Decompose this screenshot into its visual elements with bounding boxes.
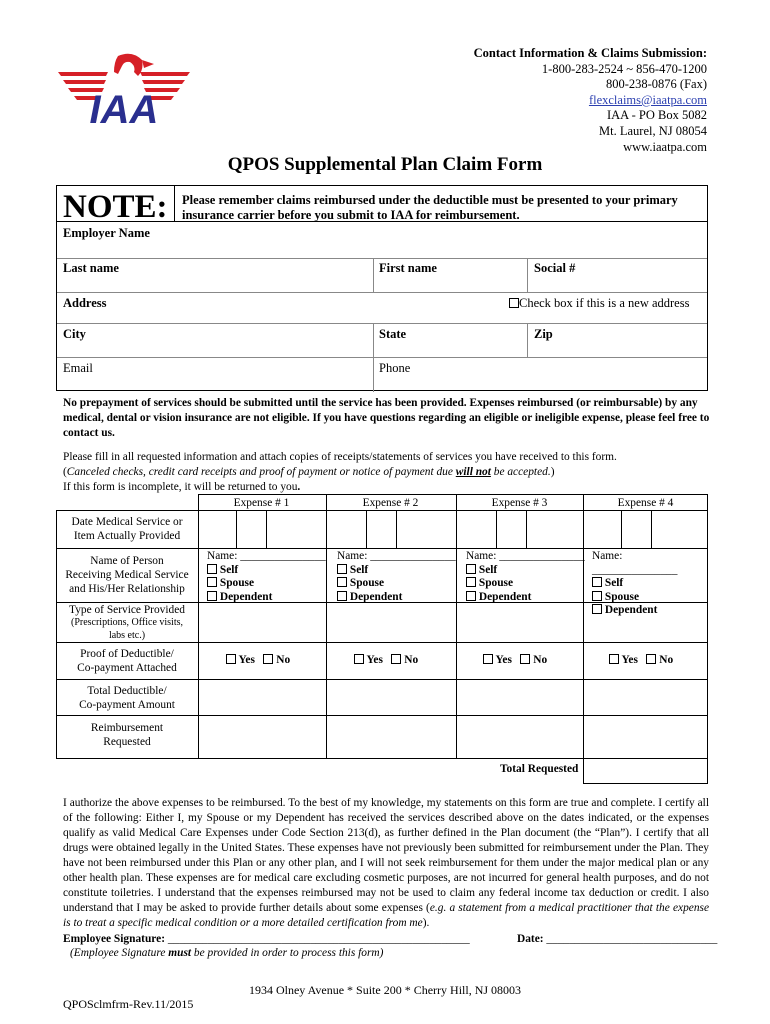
email-field[interactable]: Email — [63, 361, 93, 375]
eagle-wings-logo-icon — [58, 52, 190, 128]
employee-info-form — [56, 185, 708, 391]
phone-field[interactable]: Phone — [379, 361, 411, 375]
name-cell-expense-1: Name: _______________ Self Spouse Dependent — [207, 550, 326, 603]
name-cell-expense-4: Name: _______________ Self Spouse Dependent — [592, 550, 708, 618]
contact-phone: 1-800-283-2524 ~ 856-470-1200 — [541, 61, 707, 76]
column-header-expense-1: Expense # 1 — [233, 497, 290, 509]
divider — [57, 258, 707, 259]
new-address-checkbox[interactable] — [509, 298, 519, 308]
divider — [57, 323, 707, 324]
divider — [57, 221, 707, 222]
instructions-line-3: If this form is incomplete, it will be returned to you. — [63, 481, 301, 493]
proof-yes-no-4: Yes No — [609, 654, 673, 666]
signature-label: Employee Signature: — [63, 933, 168, 945]
note-label: NOTE: — [63, 189, 168, 225]
proof-yes-no-3: Yes No — [483, 654, 547, 666]
contact-block — [474, 46, 707, 155]
contact-po-box: IAA - PO Box 5082 — [606, 108, 707, 123]
contact-website: www.iaatpa.com — [623, 139, 707, 154]
yes-checkbox[interactable] — [483, 654, 493, 664]
yes-checkbox[interactable] — [226, 654, 236, 664]
footer-address: 1934 Olney Avenue * Suite 200 * Cherry Hill, NJ 08003 — [248, 983, 522, 997]
column-header-expense-4: Expense # 4 — [617, 497, 674, 509]
form-id: QPOSclmfrm-Rev.11/2015 — [63, 997, 194, 1011]
social-field[interactable]: Social # — [534, 261, 576, 275]
yes-checkbox[interactable] — [609, 654, 619, 664]
employee-signature — [63, 933, 470, 945]
note-text: Please remember claims reimbursed under the deductible must be presented to your primary insurance carrier before you submit to IAA for reimbursement. — [182, 193, 678, 222]
prepayment-notice: No prepayment of services should be submitted until the service has been provided. Expenses reimbursed (or reimbursable) by any medical, dental or vision insurance are not eligible. If you have questions regarding an eligible or ineligible expense, please feel free to contact us. — [63, 397, 710, 439]
spouse-checkbox[interactable] — [466, 577, 476, 587]
name-field[interactable]: Name: _______________ — [207, 550, 326, 562]
date-line[interactable]: ______________________________ — [546, 933, 718, 945]
self-checkbox[interactable] — [466, 564, 476, 574]
logo-text: IAA — [89, 88, 159, 128]
proof-yes-no-2: Yes No — [354, 654, 418, 666]
self-checkbox[interactable] — [337, 564, 347, 574]
spouse-checkbox[interactable] — [337, 577, 347, 587]
expense-table — [56, 494, 708, 784]
divider — [527, 323, 528, 357]
divider — [57, 292, 707, 293]
contact-heading: Contact Information & Claims Submission: — [473, 46, 707, 60]
row-label-person: Name of Person Receiving Medical Service and His/Her Relationship — [65, 555, 189, 595]
column-header-expense-2: Expense # 2 — [362, 497, 419, 509]
note-divider — [174, 186, 175, 221]
self-checkbox[interactable] — [592, 577, 602, 587]
new-address-option — [509, 296, 689, 311]
instructions-line-2: (Canceled checks, credit card receipts and proof of payment or notice of payment due will not be accepted.) — [63, 466, 555, 478]
dependent-checkbox[interactable] — [207, 591, 217, 601]
dependent-checkbox[interactable] — [337, 591, 347, 601]
contact-city: Mt. Laurel, NJ 08054 — [599, 123, 707, 138]
last-name-field[interactable]: Last name — [63, 261, 119, 275]
divider — [373, 258, 374, 292]
spouse-checkbox[interactable] — [207, 577, 217, 587]
no-checkbox[interactable] — [520, 654, 530, 664]
signature-note: (Employee Signature must be provided in order to process this form) — [70, 947, 384, 959]
divider — [57, 357, 707, 358]
proof-yes-no-1: Yes No — [226, 654, 290, 666]
instructions-line-1: Please fill in all requested information and attach copies of receipts/statements of services you have received to this form. — [63, 451, 617, 463]
no-checkbox[interactable] — [391, 654, 401, 664]
dependent-checkbox[interactable] — [466, 591, 476, 601]
name-field[interactable]: Name: _______________ — [466, 550, 585, 562]
no-checkbox[interactable] — [263, 654, 273, 664]
address-field[interactable]: Address — [63, 296, 107, 310]
row-label-total: Total Deductible/ Co-payment Amount — [79, 685, 175, 711]
name-cell-expense-2: Name: _______________ Self Spouse Dependent — [337, 550, 456, 603]
new-address-label: Check box if this is a new address — [519, 296, 690, 310]
signature-line[interactable]: _____________________________________________________ — [167, 933, 470, 945]
state-field[interactable]: State — [379, 327, 407, 341]
dependent-checkbox[interactable] — [592, 604, 602, 614]
row-label-service: Type of Service Provided (Prescriptions, Office visits, labs etc.) — [69, 604, 185, 641]
contact-fax: 800-238-0876 (Fax) — [605, 77, 707, 92]
first-name-field[interactable]: First name — [379, 261, 437, 275]
form-title: QPOS Supplemental Plan Claim Form — [227, 154, 543, 175]
row-label-date: Date Medical Service or Item Actually Provided — [71, 516, 183, 542]
authorization-statement: I authorize the above expenses to be reimbursed. To the best of my knowledge, my statements on this form are true and complete. I certify all of the following: Either I, my Spouse or my Dependent has received the services described above on the dates indicated, or the expenses qualify as valid Medical Care Expenses under Code Section 213(d), as further defined in the Plan document (the “Plan”). I certify that all drugs were obtained legally in the United States. These expenses have not previously been submitted for reimbursement under the Plan. They have not been reimbursed under this Plan or any other plan, and I will not seek reimbursement for them under the major medical plan or any other health plan. These expenses are for medical care excluding cosmetic purposes, are not incurred for general health purposes, and do not constitute toiletries. I understand that the expenses reimbursed may not be used to claim any federal income tax deduction or credit. I also understand that I may be asked to provide further details about some expenses (e.g. a statement from a medical practitioner that the expense is to treat a specific medical condition or a more detailed certification from me). — [63, 797, 710, 929]
spouse-checkbox[interactable] — [592, 591, 602, 601]
total-requested-field[interactable] — [584, 760, 706, 782]
name-cell-expense-3: Name: _______________ Self Spouse Dependent — [466, 550, 585, 603]
yes-checkbox[interactable] — [354, 654, 364, 664]
employer-name-field[interactable]: Employer Name — [63, 226, 150, 240]
total-requested-label: Total Requested — [500, 763, 579, 775]
name-field[interactable]: Name: _______________ — [337, 550, 456, 562]
row-label-proof: Proof of Deductible/ Co-payment Attached — [77, 648, 177, 674]
date-field — [517, 933, 717, 945]
column-header-expense-3: Expense # 3 — [491, 497, 548, 509]
instructions — [63, 450, 713, 495]
contact-email-link[interactable]: flexclaims@iaatpa.com — [588, 92, 707, 107]
zip-field[interactable]: Zip — [534, 327, 553, 341]
divider — [527, 258, 528, 292]
row-label-reimbursement: Reimbursement Requested — [90, 722, 164, 748]
self-checkbox[interactable] — [207, 564, 217, 574]
no-checkbox[interactable] — [646, 654, 656, 664]
city-field[interactable]: City — [63, 327, 86, 341]
name-field[interactable]: Name: _______________ — [592, 550, 678, 576]
iaa-logo — [58, 52, 190, 128]
date-label: Date: — [517, 933, 547, 945]
